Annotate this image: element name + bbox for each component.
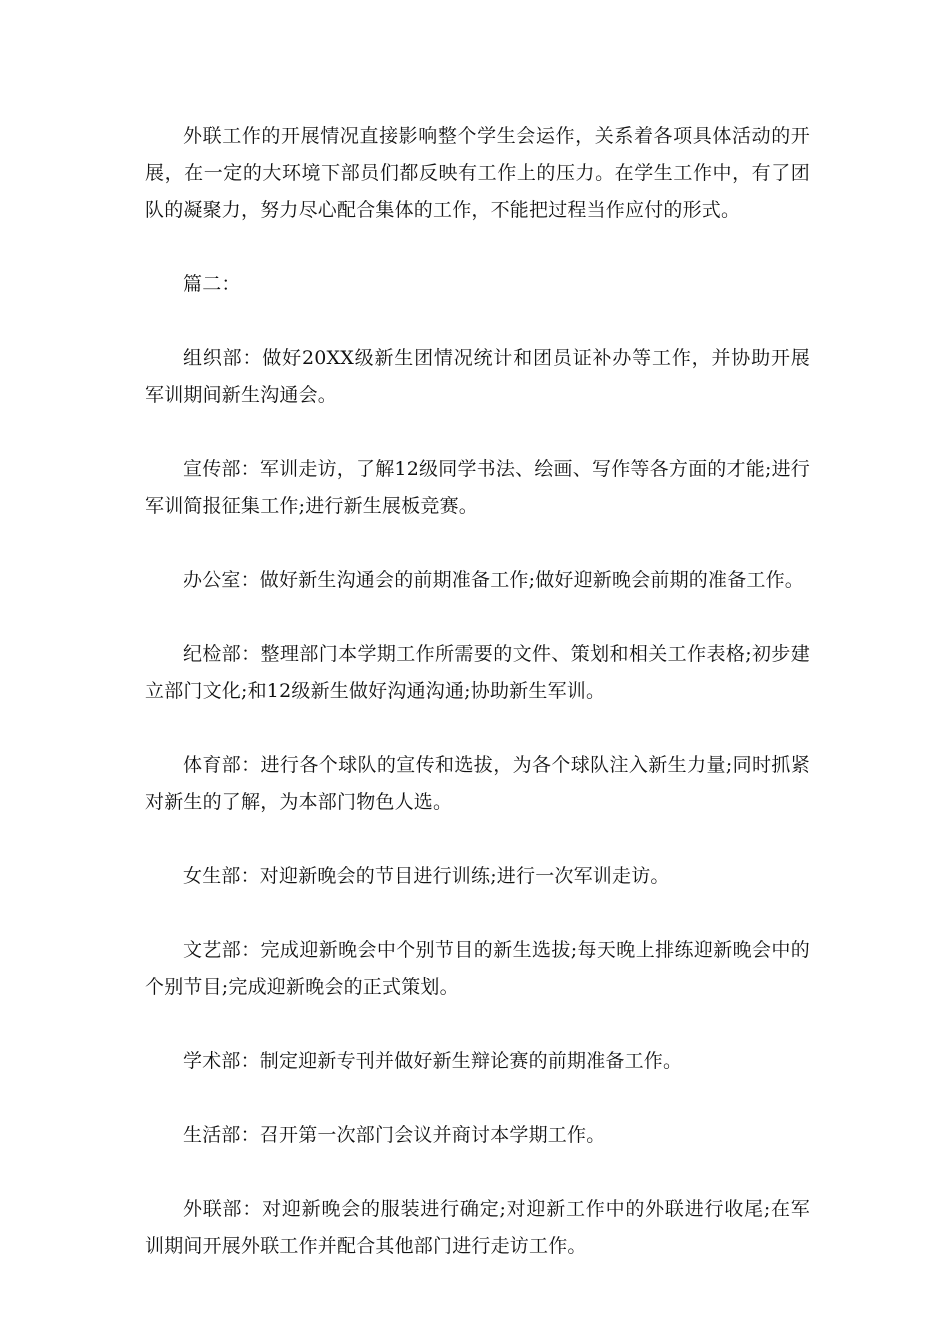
paragraph-female-students-dept: 女生部：对迎新晚会的节目进行训练;进行一次军训走访。 <box>183 865 670 887</box>
paragraph-office: 办公室：做好新生沟通会的前期准备工作;做好迎新晚会前期的准备工作。 <box>183 569 805 591</box>
paragraph-academic-dept: 学术部：制定迎新专刊并做好新生辩论赛的前期准备工作。 <box>183 1050 683 1072</box>
paragraph-discipline-dept: 纪检部：整理部门本学期工作所需要的文件、策划和相关工作表格;初步建立部门文化;和12级新生做好沟通沟通;协助新生军训。 <box>145 643 810 702</box>
paragraph-sports-dept: 体育部：进行各个球队的宣传和选拔，为各个球队注入新生力量;同时抓紧对新生的了解，为本部门物色人选。 <box>145 754 810 813</box>
paragraph-publicity-dept: 宣传部：军训走访，了解12级同学书法、绘画、写作等各方面的才能;进行军训简报征集工作;进行新生展板竞赛。 <box>145 458 810 517</box>
paragraph-arts-dept: 文艺部：完成迎新晚会中个别节目的新生选拔;每天晚上排练迎新晚会中的个别节目;完成迎新晚会的正式策划。 <box>145 939 810 998</box>
section-heading: 篇二： <box>183 273 241 295</box>
paragraph-intro: 外联工作的开展情况直接影响整个学生会运作，关系着各项具体活动的开展，在一定的大环境下部员们都反映有工作上的压力。在学生工作中，有了团队的凝聚力，努力尽心配合集体的工作，不能把过程当作应付的形式。 <box>145 125 810 221</box>
paragraph-life-dept: 生活部：召开第一次部门会议并商讨本学期工作。 <box>183 1124 606 1146</box>
document-body <box>145 118 810 1302</box>
paragraph-organization-dept: 组织部：做好20XX级新生团情况统计和团员证补办等工作，并协助开展军训期间新生沟通会。 <box>145 347 810 406</box>
paragraph-external-relations-dept: 外联部：对迎新晚会的服装进行确定;对迎新工作中的外联进行收尾;在军训期间开展外联工作并配合其他部门进行走访工作。 <box>145 1198 810 1257</box>
